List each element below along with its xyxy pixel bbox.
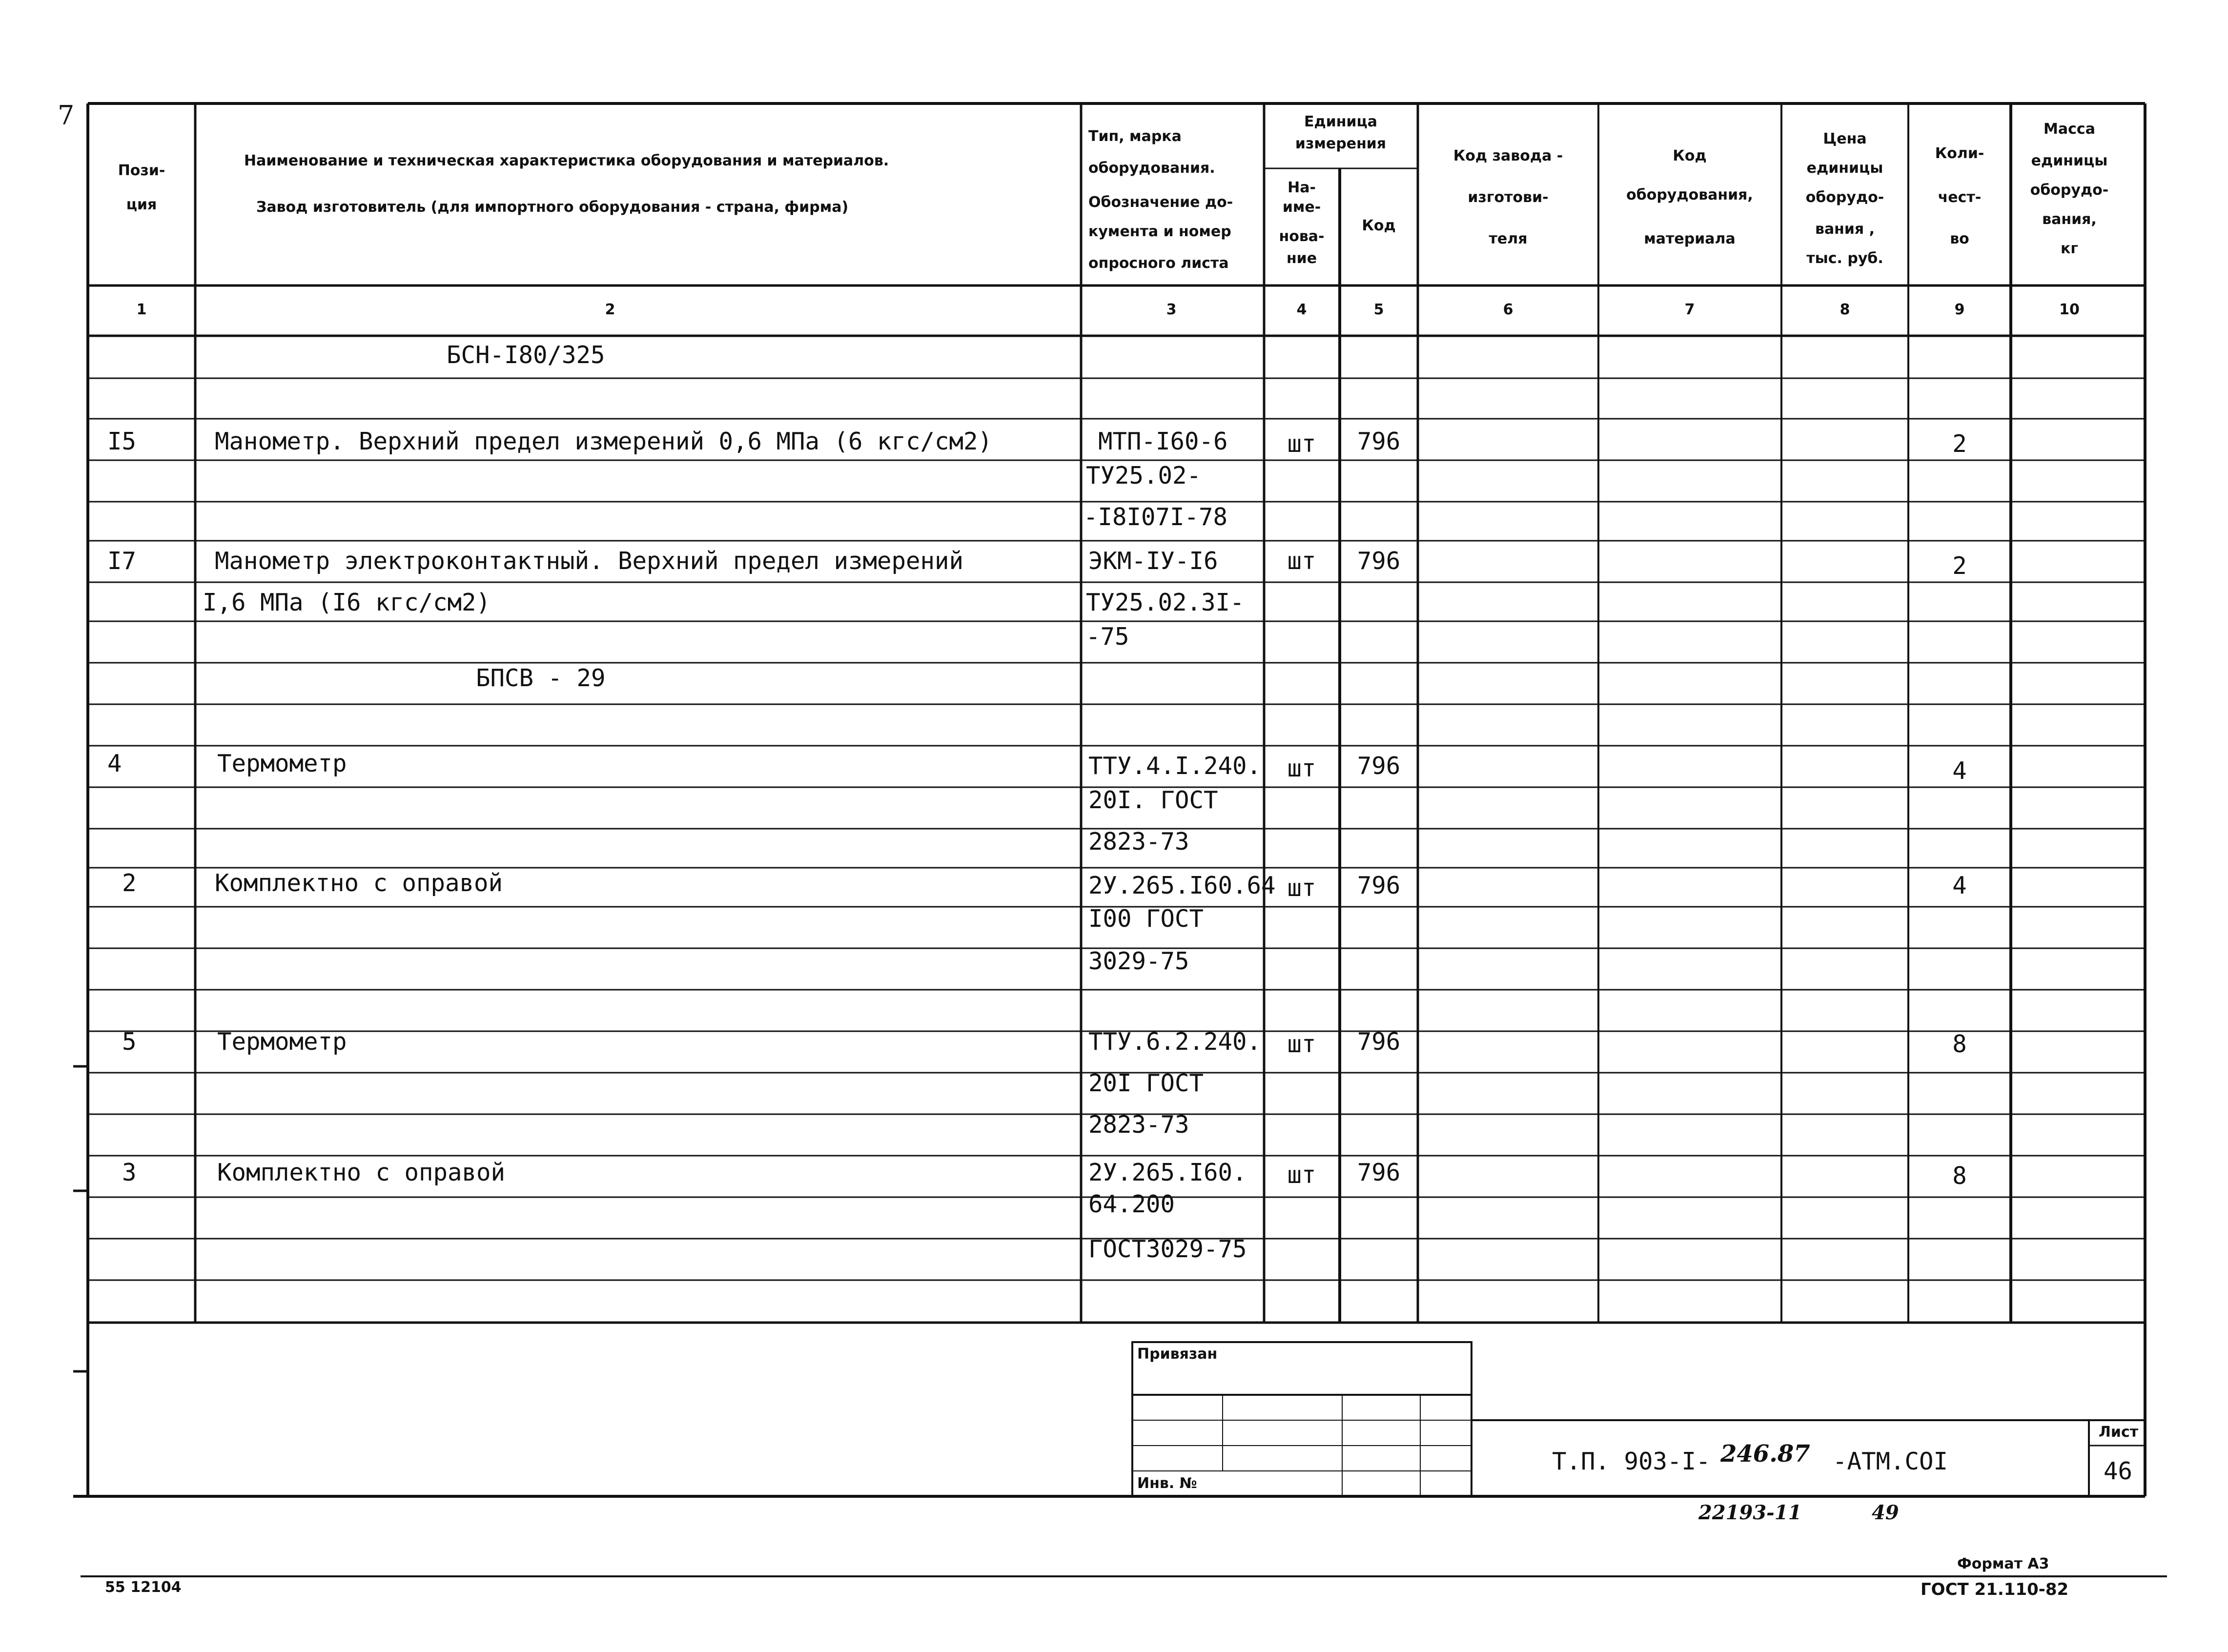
row-qty: 8 (1952, 1162, 1967, 1190)
header-col8-line4: вания , (1815, 221, 1875, 238)
page-number: 7 (58, 100, 75, 131)
format-label: Формат А3 (1957, 1555, 2049, 1572)
column-number: 1 (136, 301, 147, 318)
header-col8-line1: Цена (1823, 130, 1867, 147)
column-number: 2 (605, 301, 615, 318)
row-name: Комплектно с оправой (217, 1159, 506, 1186)
column-number: 9 (1954, 301, 1965, 318)
row-name: Манометр электроконтактный. Верхний предел измерений (215, 547, 964, 575)
row-qty: 8 (1952, 1030, 1967, 1058)
header-col8-line5: тыс. руб. (1806, 250, 1883, 267)
row-type: 20I ГОСТ (1088, 1069, 1204, 1097)
header-col3-line4: кумента и номер (1088, 223, 1231, 240)
row-type: -I8I07I-78 (1083, 503, 1228, 531)
header-col6-line2: изготови- (1468, 189, 1549, 206)
row-type: 2У.265.I60.64 (1088, 872, 1276, 899)
header-col7-line1: Код (1673, 147, 1707, 164)
row-unit: шт (1287, 430, 1316, 458)
header-col8-line3: оборудо- (1805, 189, 1884, 206)
header-col3-line5: опросного листа (1088, 255, 1229, 272)
document-number-prefix: Т.П. 903-I- (1552, 1448, 1711, 1475)
row-type: ГОСТ3029-75 (1088, 1235, 1247, 1263)
header-col4-line1: На- (1288, 179, 1316, 196)
header-col10-line5: кг (2060, 240, 2079, 257)
header-col2-line1: Наименование и техническая характеристика оборудования и материалов. (244, 152, 889, 169)
header-col6-line3: теля (1489, 230, 1528, 247)
row-name: Термометр (217, 1028, 347, 1056)
header-col2-line2: Завод изготовитель (для импортного оборудования - страна, фирма) (256, 199, 849, 216)
row-type: 64.200 (1088, 1190, 1175, 1218)
row-code: 796 (1357, 1159, 1401, 1186)
row-unit: шт (1287, 755, 1316, 782)
header-col3-line2: оборудования. (1088, 160, 1215, 177)
row-position: I7 (107, 547, 137, 575)
row-name: Термометр (217, 750, 347, 777)
row-type: ТТУ.4.I.240. (1088, 752, 1262, 780)
stamp-inventory-label: Инв. № (1137, 1475, 1197, 1492)
header-col3-line3: Обозначение до- (1088, 194, 1233, 211)
row-qty: 4 (1952, 757, 1967, 785)
row-code: 796 (1357, 547, 1401, 575)
document-number-handwritten: 246.87 (1720, 1440, 1810, 1468)
header-col3-line1: Тип, марка (1088, 128, 1182, 145)
row-type: ТТУ.6.2.240. (1088, 1028, 1262, 1056)
header-col4-line4: ние (1286, 250, 1317, 267)
row-type: 20I. ГОСТ (1088, 786, 1218, 814)
header-col8-line2: единицы (1806, 160, 1883, 177)
row-type: 3029-75 (1088, 947, 1189, 975)
handwritten-archive-number: 22193-11 (1698, 1501, 1802, 1524)
column-number: 8 (1840, 301, 1850, 318)
header-col5: Код (1362, 217, 1396, 234)
row-position: 4 (107, 750, 122, 777)
row-name: Комплектно с оправой (215, 869, 503, 897)
row-unit: шт (1287, 1161, 1316, 1189)
header-col7-line2: оборудования, (1626, 186, 1753, 204)
document-number-suffix: -АТМ.COI (1833, 1448, 1948, 1475)
header-col10-line1: Масса (2044, 121, 2095, 138)
row-type: -75 (1086, 623, 1129, 651)
column-number: 4 (1296, 301, 1307, 318)
header-col1-line1: Пози- (118, 162, 165, 179)
row-code: 796 (1357, 752, 1401, 780)
row-type: ТУ25.02- (1086, 462, 1202, 489)
row-position: 3 (122, 1159, 137, 1186)
sheet-label: Лист (2099, 1424, 2139, 1441)
header-col9-line1: Коли- (1935, 145, 1984, 162)
row-unit: шт (1287, 1030, 1316, 1058)
header-col6-line1: Код завода - (1453, 147, 1563, 164)
group-heading: БПСВ - 29 (476, 664, 606, 692)
row-type: МТП-I60-6 (1098, 428, 1228, 455)
header-col7-line3: материала (1644, 230, 1736, 247)
column-number: 6 (1503, 301, 1513, 318)
column-number: 10 (2059, 301, 2080, 318)
header-col9-line2: чест- (1938, 189, 1982, 206)
group-heading: БСН-I80/325 (447, 341, 605, 369)
row-code: 796 (1357, 428, 1401, 455)
footer-code: 55 12104 (105, 1579, 182, 1596)
row-unit: шт (1287, 874, 1316, 902)
header-col4-line3: нова- (1279, 228, 1325, 245)
row-unit: шт (1287, 547, 1316, 575)
standard-label: ГОСТ 21.110-82 (1921, 1580, 2069, 1599)
sheet-number: 46 (2104, 1457, 2133, 1485)
row-name: I,6 МПа (I6 кгс/см2) (203, 589, 491, 616)
header-unit-line1: Единица (1304, 113, 1377, 130)
column-number: 3 (1166, 301, 1177, 318)
row-type: I00 ГОСТ (1088, 905, 1204, 933)
row-code: 796 (1357, 872, 1401, 899)
row-type: 2У.265.I60. (1088, 1159, 1247, 1186)
header-col9-line3: во (1950, 230, 1969, 247)
header-unit-line2: измерения (1295, 135, 1387, 152)
row-name: Манометр. Верхний предел измерений 0,6 МПа (6 кгс/см2) (215, 428, 993, 455)
row-type: 2823-73 (1088, 1111, 1189, 1139)
column-number: 7 (1684, 301, 1695, 318)
handwritten-number: 49 (1872, 1501, 1899, 1524)
header-col1-line2: ция (126, 196, 157, 213)
header-col10-line4: вания, (2042, 211, 2097, 228)
row-type: 2823-73 (1088, 828, 1189, 856)
column-number: 5 (1373, 301, 1384, 318)
row-qty: 2 (1952, 430, 1967, 458)
row-position: I5 (107, 428, 137, 455)
row-type: ТУ25.02.3I- (1086, 589, 1245, 616)
row-qty: 2 (1952, 552, 1967, 580)
header-col4-line2: име- (1282, 199, 1321, 216)
stamp-bound-label: Привязан (1137, 1346, 1218, 1363)
header-col10-line2: единицы (2031, 152, 2108, 169)
row-position: 2 (122, 869, 137, 897)
header-col10-line3: оборудо- (2030, 182, 2109, 199)
row-qty: 4 (1952, 872, 1967, 899)
row-position: 5 (122, 1028, 137, 1056)
row-code: 796 (1357, 1028, 1401, 1056)
row-type: ЭКМ-IУ-I6 (1088, 547, 1218, 575)
